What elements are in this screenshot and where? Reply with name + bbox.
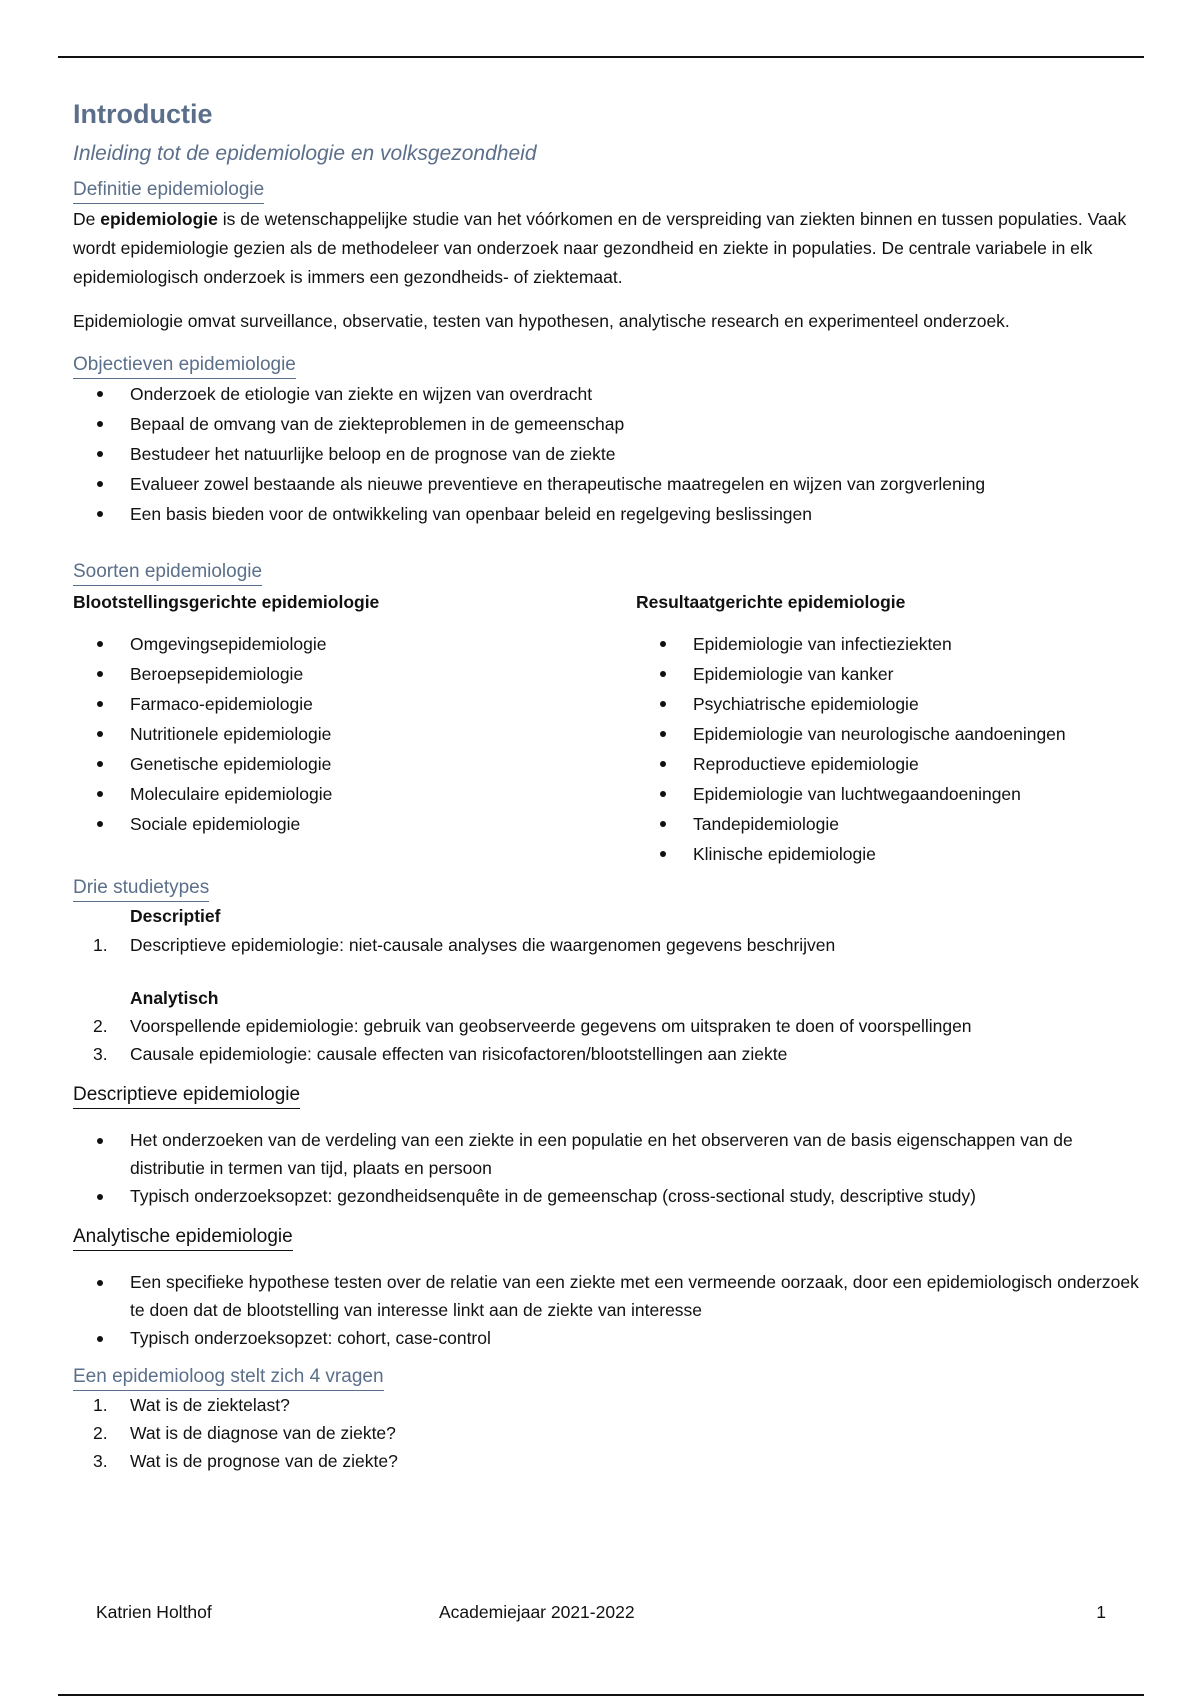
list-item: Bepaal de omvang van de ziekteproblemen in de gemeenschap bbox=[73, 409, 1143, 439]
soorten-right-heading: Resultaatgerichte epidemiologie bbox=[636, 592, 906, 612]
section-studietypes bbox=[73, 875, 1143, 902]
definitie-paragraph-1 bbox=[73, 205, 1143, 292]
analytische-heading: Analytische epidemiologie bbox=[73, 1224, 293, 1251]
list-item: Bestudeer het natuurlijke beloop en de prognose van de ziekte bbox=[73, 439, 1143, 469]
section-vragen bbox=[73, 1364, 1143, 1391]
soorten-columns bbox=[73, 589, 1143, 869]
list-item bbox=[73, 1447, 1143, 1475]
vragen-list bbox=[73, 1391, 1143, 1475]
item-text: Voorspellende epidemiologie: gebruik van geobserveerde gegevens om uitspraken te doen of voorspellingen bbox=[130, 1016, 972, 1036]
soorten-left-column bbox=[73, 589, 636, 869]
item-number: 3. bbox=[93, 1044, 108, 1064]
footer-year: Academiejaar 2021-2022 bbox=[439, 1602, 635, 1622]
descriptieve-heading: Descriptieve epidemiologie bbox=[73, 1082, 300, 1109]
list-item: Typisch onderzoeksopzet: cohort, case-control bbox=[73, 1324, 1143, 1352]
item-text: Wat is de ziektelast? bbox=[130, 1395, 290, 1415]
item-text: Descriptieve epidemiologie: niet-causale analyses die waargenomen gegevens beschrijven bbox=[130, 935, 836, 955]
header-rule bbox=[58, 56, 1144, 58]
list-item bbox=[73, 1012, 1143, 1040]
page-title: Introductie bbox=[73, 99, 213, 129]
item-text: Causale epidemiologie: causale effecten van risicofactoren/blootstellingen aan ziekte bbox=[130, 1044, 788, 1064]
section-objectieven bbox=[73, 352, 1143, 379]
list-item: Epidemiologie van kanker bbox=[636, 659, 1143, 689]
objectieven-list bbox=[73, 379, 1143, 529]
page-subtitle: Inleiding tot de epidemiologie en volksgezondheid bbox=[73, 142, 537, 165]
footer-page-number: 1 bbox=[1096, 1602, 1106, 1622]
list-item bbox=[73, 1391, 1143, 1419]
footer-author: Katrien Holthof bbox=[96, 1602, 212, 1622]
item-number: 2. bbox=[93, 1016, 108, 1036]
item-number: 2. bbox=[93, 1423, 108, 1443]
list-item: Onderzoek de etiologie van ziekte en wijzen van overdracht bbox=[73, 379, 1143, 409]
list-item: Het onderzoeken van de verdeling van een ziekte in een populatie en het observeren van de basis eigenschappen van de distributie in termen van tijd, plaats en persoon bbox=[73, 1126, 1143, 1182]
list-item: Farmaco-epidemiologie bbox=[73, 689, 636, 719]
vragen-heading: Een epidemioloog stelt zich 4 vragen bbox=[73, 1364, 384, 1391]
list-item: Reproductieve epidemiologie bbox=[636, 749, 1143, 779]
section-soorten bbox=[73, 559, 1143, 586]
studietypes-list-1 bbox=[73, 930, 1143, 960]
footer-rule bbox=[58, 1694, 1144, 1696]
item-text: Wat is de prognose van de ziekte? bbox=[130, 1451, 398, 1471]
list-item: Moleculaire epidemiologie bbox=[73, 779, 636, 809]
list-item: Typisch onderzoeksopzet: gezondheidsenquête in de gemeenschap (cross-sectional study, descriptive study) bbox=[73, 1182, 1143, 1210]
list-item: Beroepsepidemiologie bbox=[73, 659, 636, 689]
section-analytische bbox=[73, 1224, 1143, 1251]
analytisch-label: Analytisch bbox=[130, 988, 219, 1008]
list-item: Sociale epidemiologie bbox=[73, 809, 636, 839]
list-item: Een basis bieden voor de ontwikkeling van openbaar beleid en regelgeving beslissingen bbox=[73, 499, 1143, 529]
section-definitie bbox=[73, 177, 1143, 204]
list-item bbox=[73, 930, 1143, 960]
list-item: Genetische epidemiologie bbox=[73, 749, 636, 779]
analytische-list bbox=[73, 1268, 1143, 1352]
list-item: Nutritionele epidemiologie bbox=[73, 719, 636, 749]
soorten-right-list bbox=[636, 629, 1143, 869]
list-item: Een specifieke hypothese testen over de relatie van een ziekte met een vermeende oorzaak, door een epidemiologisch onderzoek te doen dat de blootstelling van interesse linkt aan de ziekte van interesse bbox=[73, 1268, 1143, 1324]
descriptieve-list bbox=[73, 1126, 1143, 1210]
definitie-p1-bold: epidemiologie bbox=[100, 209, 218, 229]
list-item: Omgevingsepidemiologie bbox=[73, 629, 636, 659]
section-descriptieve bbox=[73, 1082, 1143, 1109]
studietypes-heading: Drie studietypes bbox=[73, 875, 209, 902]
document-page bbox=[73, 96, 1143, 1475]
soorten-right-column bbox=[636, 589, 1143, 869]
definitie-p1-rest: is de wetenschappelijke studie van het vóórkomen en de verspreiding van ziekten binnen en tussen populaties. Vaak wordt epidemiologie gezien als de methodeleer van onderzoek naar gezondheid en ziekte in populaties. De centrale variabele in elk epidemiologisch onderzoek is immers een gezondheids- of ziektemaat. bbox=[73, 209, 1127, 287]
definitie-paragraph-2: Epidemiologie omvat surveillance, observatie, testen van hypothesen, analytische research en experimenteel onderzoek. bbox=[73, 311, 1010, 331]
definitie-heading: Definitie epidemiologie bbox=[73, 177, 264, 204]
list-item: Psychiatrische epidemiologie bbox=[636, 689, 1143, 719]
objectieven-heading: Objectieven epidemiologie bbox=[73, 352, 296, 379]
list-item: Epidemiologie van neurologische aandoeningen bbox=[636, 719, 1143, 749]
item-number: 1. bbox=[93, 935, 108, 955]
list-item: Evalueer zowel bestaande als nieuwe preventieve en therapeutische maatregelen en wijzen van zorgverlening bbox=[73, 469, 1143, 499]
descriptief-label: Descriptief bbox=[130, 906, 221, 926]
item-number: 3. bbox=[93, 1451, 108, 1471]
soorten-heading: Soorten epidemiologie bbox=[73, 559, 262, 586]
list-item: Epidemiologie van luchtwegaandoeningen bbox=[636, 779, 1143, 809]
list-item bbox=[73, 1040, 1143, 1068]
item-text: Wat is de diagnose van de ziekte? bbox=[130, 1423, 396, 1443]
list-item: Epidemiologie van infectieziekten bbox=[636, 629, 1143, 659]
soorten-left-heading: Blootstellingsgerichte epidemiologie bbox=[73, 592, 380, 612]
list-item bbox=[73, 1419, 1143, 1447]
item-number: 1. bbox=[93, 1395, 108, 1415]
definitie-p1-prefix: De bbox=[73, 209, 101, 229]
studietypes-list-2 bbox=[73, 1012, 1143, 1068]
soorten-left-list bbox=[73, 629, 636, 839]
list-item: Tandepidemiologie bbox=[636, 809, 1143, 839]
list-item: Klinische epidemiologie bbox=[636, 839, 1143, 869]
page-footer bbox=[96, 1602, 1106, 1632]
